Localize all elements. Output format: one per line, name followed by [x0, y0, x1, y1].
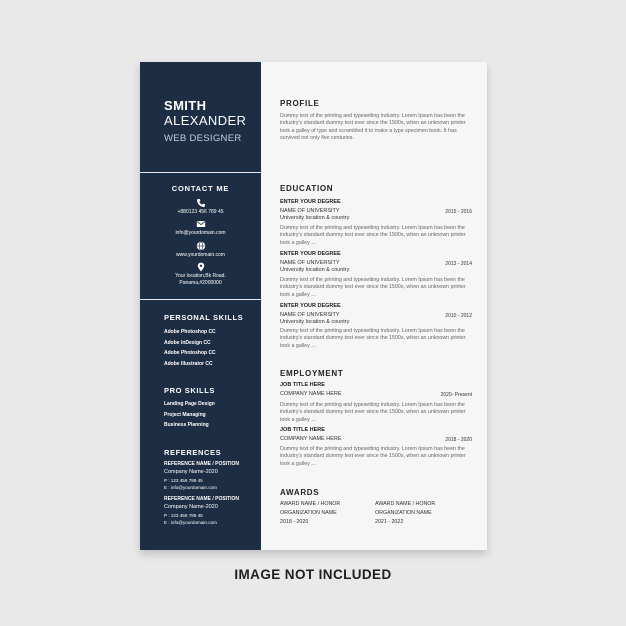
list-item: Adobe Photoshop CC: [164, 350, 216, 356]
employment-job-title: JOB TITLE HERE: [280, 427, 325, 433]
globe-icon: [196, 241, 206, 251]
education-heading: EDUCATION: [280, 184, 334, 193]
award-date: 2018 - 2020: [280, 518, 309, 525]
address-line-2: Panama,#2000000: [179, 280, 222, 286]
pro-skills-list: [164, 399, 259, 431]
pro-skills-heading: PRO SKILLS: [164, 386, 216, 395]
location-pin-icon: [196, 262, 206, 272]
education-degree: ENTER YOUR DEGREE: [280, 199, 341, 205]
list-item: Adobe Photoshop CC: [164, 329, 216, 335]
education-location: University location & country: [280, 267, 350, 273]
list-item: Adobe InDesign CC: [164, 339, 211, 346]
contact-heading: CONTACT ME: [171, 184, 230, 193]
education-description: Dummy text of the printing and typesetting industry. Lorem Ipsum has been the industry's standard dummy text ever since the 1500s, when an unknown printer took a galley ...: [280, 225, 466, 246]
employment-heading: EMPLOYMENT: [280, 369, 344, 378]
award-entry: [280, 500, 370, 526]
education-location: University location & country: [280, 215, 350, 221]
employment-company: COMPANY NAME HERE: [280, 391, 342, 397]
education-university: NAME OF UNIVERSITY: [280, 208, 340, 214]
list-item: Business Planning: [164, 422, 209, 428]
education-degree: ENTER YOUR DEGREE: [280, 251, 341, 257]
award-name: AWARD NAME / HONOR: [375, 501, 436, 507]
education-university: NAME OF UNIVERSITY: [280, 260, 340, 266]
award-organization: ORGANIZATION NAME: [280, 509, 337, 516]
contact-phone: [140, 198, 261, 216]
employment-date: 2020- Present: [440, 392, 472, 398]
awards-heading: AWARDS: [280, 488, 320, 497]
phone-number: +880123 456 789 45: [177, 209, 224, 215]
first-name: SMITH: [164, 98, 207, 113]
sidebar-divider: [140, 172, 261, 173]
name-block: [164, 98, 259, 144]
contact-email: [140, 219, 261, 237]
phone-icon: [196, 198, 206, 208]
email-icon: [196, 219, 206, 229]
reference-entry: [164, 496, 259, 526]
education-description: Dummy text of the printing and typesetting industry. Lorem Ipsum has been the industry's standard dummy text ever since the 1500s, when an unknown printer took a galley ...: [280, 277, 466, 298]
award-name: AWARD NAME / HONOR: [280, 501, 341, 507]
education-degree: ENTER YOUR DEGREE: [280, 303, 341, 309]
resume-sidebar: [140, 62, 261, 550]
award-entry: [375, 500, 465, 526]
employment-description: Dummy text of the printing and typesetting industry. Lorem Ipsum has been the industry's standard dummy text ever since the 1500s, when an unknown printer took a galley ...: [280, 402, 466, 423]
education-date: 2015 - 2016: [445, 209, 472, 215]
list-item: Project Managing: [164, 411, 206, 418]
contact-address: [140, 262, 261, 287]
last-name: ALEXANDER: [164, 113, 247, 128]
reference-phone: P : 123 456 789 45: [164, 478, 203, 483]
reference-email: E : info@yourdomain.com: [164, 484, 217, 490]
contact-website: [140, 241, 261, 259]
employment-description: Dummy text of the printing and typesetting industry. Lorem Ipsum has been the industry's standard dummy text ever since the 1500s, when an unknown printer took a galley ...: [280, 446, 466, 467]
reference-company: Company Name-2020: [164, 504, 218, 510]
image-not-included-note: IMAGE NOT INCLUDED: [234, 567, 392, 582]
award-organization: ORGANIZATION NAME: [375, 509, 432, 516]
employment-date: 2018 - 2020: [445, 437, 472, 443]
profile-heading: PROFILE: [280, 99, 320, 108]
reference-email: E : info@yourdomain.com: [164, 519, 217, 525]
reference-title: REFERENCE NAME / POSITION: [164, 461, 240, 467]
award-date: 2021 - 2022: [375, 518, 404, 525]
personal-skills-heading: PERSONAL SKILLS: [164, 313, 244, 322]
reference-company: Company Name-2020: [164, 469, 218, 475]
education-university: NAME OF UNIVERSITY: [280, 312, 340, 318]
employment-job-title: JOB TITLE HERE: [280, 382, 325, 388]
references-heading: REFERENCES: [164, 448, 222, 457]
website-url: www.yourdomain.com: [176, 252, 225, 258]
education-date: 2010 - 2012: [445, 313, 472, 319]
reference-entry: [164, 461, 259, 491]
reference-phone: P : 123 456 789 45: [164, 513, 203, 518]
resume-main: [280, 62, 487, 550]
email-address: info@yourdomain.com: [175, 230, 226, 236]
education-date: 2013 - 2014: [445, 261, 472, 267]
employment-company: COMPANY NAME HERE: [280, 436, 342, 442]
profile-text: Dummy text of the printing and typesetting industry. Lorem Ipsum has been the industry's standard dummy text ever since the 1500s, when an unknown printer took a galley of type and scrambled it to make a type specimen book. It has survived not only five centuries.: [280, 113, 466, 141]
personal-skills-list: [164, 327, 259, 369]
education-description: Dummy text of the printing and typesetting industry. Lorem Ipsum has been the industry's standard dummy text ever since the 1500s, when an unknown printer took a galley ...: [280, 328, 466, 349]
address-line-1: Your location,Bk Road.: [175, 273, 226, 279]
education-location: University location & country: [280, 319, 350, 325]
sidebar-divider: [140, 299, 261, 300]
list-item: Adobe Illustrator CC: [164, 360, 213, 367]
reference-title: REFERENCE NAME / POSITION: [164, 496, 240, 502]
job-title: WEB DESIGNER: [164, 133, 242, 144]
resume-page: [140, 62, 487, 550]
list-item: Landing Page Design: [164, 401, 215, 407]
